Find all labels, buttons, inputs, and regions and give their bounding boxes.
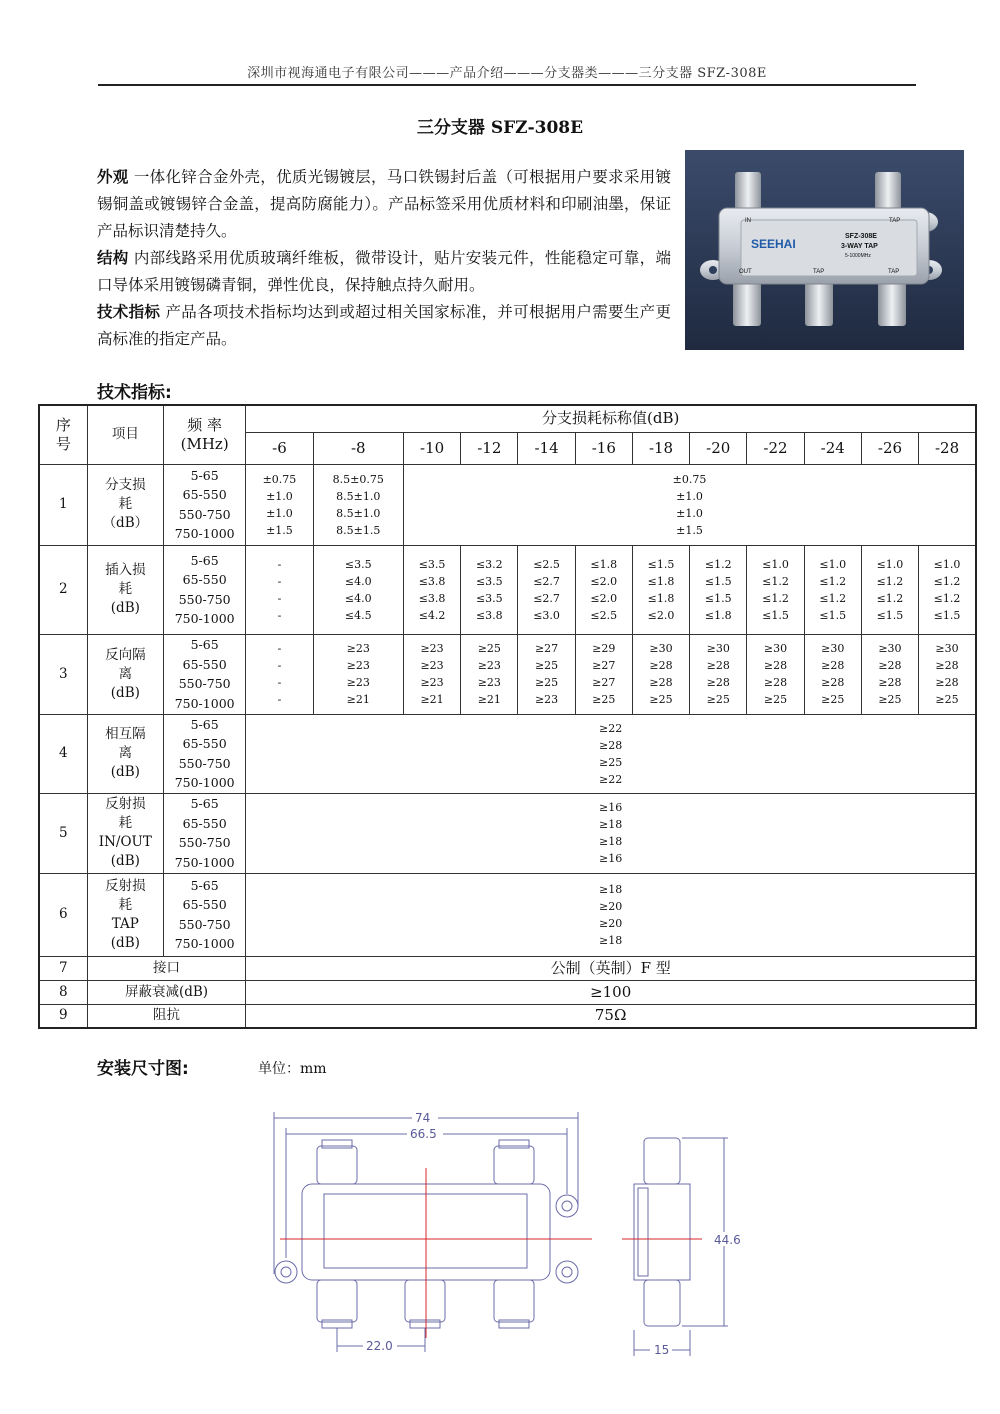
photo-port-tap: TAP bbox=[889, 218, 901, 224]
col-header: -16 bbox=[575, 432, 632, 464]
col-header: -20 bbox=[690, 432, 747, 464]
intro-text bbox=[97, 164, 671, 353]
row-freqs: 5-65 65-550 550-750 750-1000 bbox=[164, 714, 246, 793]
row-freqs: 5-65 65-550 550-750 750-1000 bbox=[164, 464, 246, 545]
value-cell: 8.5±0.75 8.5±1.0 8.5±1.0 8.5±1.5 bbox=[313, 464, 403, 545]
value-cell: ≤1.2 ≤1.5 ≤1.5 ≤1.8 bbox=[690, 545, 747, 634]
value-cell: ≥25 ≥23 ≥23 ≥21 bbox=[461, 634, 518, 714]
row-item: 阻抗 bbox=[87, 1004, 246, 1028]
value-cell-merged: 75Ω bbox=[246, 1004, 976, 1028]
row-no: 5 bbox=[39, 793, 87, 873]
row-item: 反射损 耗 TAP (dB) bbox=[87, 873, 163, 956]
value-cell: ≤2.5 ≤2.7 ≤2.7 ≤3.0 bbox=[518, 545, 575, 634]
intro-label: 结构 bbox=[97, 249, 129, 267]
row-freqs: 5-65 65-550 550-750 750-1000 bbox=[164, 545, 246, 634]
header-divider bbox=[98, 84, 916, 86]
value-cell: ≥30 ≥28 ≥28 ≥25 bbox=[747, 634, 804, 714]
row-freqs: 5-65 65-550 550-750 750-1000 bbox=[164, 873, 246, 956]
col-header: -26 bbox=[861, 432, 918, 464]
col-header: -14 bbox=[518, 432, 575, 464]
dim-spacing: 22.0 bbox=[366, 1339, 393, 1353]
page-title: 三分支器 SFZ-308E bbox=[416, 118, 584, 138]
value-cell: ≥30 ≥28 ≥28 ≥25 bbox=[804, 634, 861, 714]
col-header: -22 bbox=[747, 432, 804, 464]
intro-body: 产品各项技术指标均达到或超过相关国家标准，并可根据用户需要生产更高标准的指定产品。 bbox=[97, 303, 671, 348]
table-row bbox=[39, 714, 976, 793]
value-cell: ≥23 ≥23 ≥23 ≥21 bbox=[313, 634, 403, 714]
value-cell: ≤1.0 ≤1.2 ≤1.2 ≤1.5 bbox=[804, 545, 861, 634]
intro-structure bbox=[97, 245, 671, 299]
photo-brand: SEEHAI bbox=[751, 237, 796, 251]
row-item: 接口 bbox=[87, 956, 246, 980]
value-cell: ≤3.5 ≤4.0 ≤4.0 ≤4.5 bbox=[313, 545, 403, 634]
col-header: -18 bbox=[632, 432, 689, 464]
value-cell: ≥30 ≥28 ≥28 ≥25 bbox=[861, 634, 918, 714]
row-no: 1 bbox=[39, 464, 87, 545]
photo-type: 3-WAY TAP bbox=[841, 243, 878, 250]
install-section-title: 安装尺寸图: bbox=[97, 1059, 189, 1079]
value-cell: ≤3.5 ≤3.8 ≤3.8 ≤4.2 bbox=[403, 545, 460, 634]
value-cell-merged: ≥22 ≥28 ≥25 ≥22 bbox=[246, 714, 976, 793]
header-item: 项目 bbox=[87, 405, 163, 464]
table-row bbox=[39, 873, 976, 956]
value-cell: ≤1.0 ≤1.2 ≤1.2 ≤1.5 bbox=[919, 545, 976, 634]
value-cell-merged: ≥16 ≥18 ≥18 ≥16 bbox=[246, 793, 976, 873]
value-cell: ≥27 ≥25 ≥25 ≥23 bbox=[518, 634, 575, 714]
intro-label: 外观 bbox=[97, 168, 129, 186]
unit-label: 单位：mm bbox=[258, 1061, 327, 1077]
value-cell: ≤1.8 ≤2.0 ≤2.0 ≤2.5 bbox=[575, 545, 632, 634]
row-no: 2 bbox=[39, 545, 87, 634]
intro-appearance bbox=[97, 164, 671, 245]
row-item: 反射损 耗 IN/OUT (dB) bbox=[87, 793, 163, 873]
row-freqs: 5-65 65-550 550-750 750-1000 bbox=[164, 634, 246, 714]
col-header: -8 bbox=[313, 432, 403, 464]
value-cell: ≥30 ≥28 ≥28 ≥25 bbox=[919, 634, 976, 714]
col-header: -24 bbox=[804, 432, 861, 464]
value-cell: ≥30 ≥28 ≥28 ≥25 bbox=[690, 634, 747, 714]
value-cell-merged: ≥18 ≥20 ≥20 ≥18 bbox=[246, 873, 976, 956]
table-row bbox=[39, 545, 976, 634]
header-no: 序 号 bbox=[39, 405, 87, 464]
col-header: -6 bbox=[246, 432, 313, 464]
table-row bbox=[39, 634, 976, 714]
spec-table bbox=[38, 404, 977, 1029]
value-cell: ≥29 ≥27 ≥27 ≥25 bbox=[575, 634, 632, 714]
table-row bbox=[39, 1004, 976, 1028]
row-no: 6 bbox=[39, 873, 87, 956]
value-cell: ≥30 ≥28 ≥28 ≥25 bbox=[632, 634, 689, 714]
dim-total-width: 74 bbox=[415, 1111, 431, 1125]
row-item: 插入损 耗 (dB) bbox=[87, 545, 163, 634]
dim-inner-width: 66.5 bbox=[410, 1127, 437, 1141]
value-cell: - - - - bbox=[246, 545, 313, 634]
row-no: 7 bbox=[39, 956, 87, 980]
row-no: 9 bbox=[39, 1004, 87, 1028]
photo-port-tap: TAP bbox=[888, 269, 900, 275]
page-header: 深圳市视海通电子有限公司———产品介绍———分支器类———三分支器 SFZ-308E bbox=[247, 66, 767, 81]
value-cell: - - - - bbox=[246, 634, 313, 714]
intro-label: 技术指标 bbox=[97, 303, 161, 321]
intro-body: 一体化锌合金外壳，优质光锡镀层，马口铁锡封后盖（可根据用户要求采用镀锡铜盖或镀锡锌合金盖，提高防腐能力）。产品标签采用优质材料和印刷油墨，保证产品标识清楚持久。 bbox=[97, 168, 671, 240]
value-cell-merged: 公制（英制）F 型 bbox=[246, 956, 976, 980]
header-group: 分支损耗标称值(dB) bbox=[246, 405, 976, 432]
header-freq: 频 率 (MHz) bbox=[164, 405, 246, 464]
photo-freq: 5-1000MHz bbox=[845, 253, 871, 259]
intro-specs bbox=[97, 299, 671, 353]
spec-section-title: 技术指标: bbox=[97, 383, 172, 403]
dimension-drawing bbox=[262, 1098, 752, 1368]
table-row bbox=[39, 956, 976, 980]
value-cell: ±0.75 ±1.0 ±1.0 ±1.5 bbox=[246, 464, 313, 545]
photo-port-in: IN bbox=[745, 218, 751, 224]
row-item: 分支损 耗 （dB） bbox=[87, 464, 163, 545]
col-header: -12 bbox=[461, 432, 518, 464]
row-item: 相互隔 离 (dB) bbox=[87, 714, 163, 793]
row-no: 8 bbox=[39, 980, 87, 1004]
dim-height: 44.6 bbox=[714, 1233, 741, 1247]
photo-port-out: OUT bbox=[739, 269, 752, 275]
table-row bbox=[39, 793, 976, 873]
row-freqs: 5-65 65-550 550-750 750-1000 bbox=[164, 793, 246, 873]
value-cell: ≤1.5 ≤1.8 ≤1.8 ≤2.0 bbox=[632, 545, 689, 634]
row-no: 3 bbox=[39, 634, 87, 714]
table-header-row bbox=[39, 405, 976, 432]
value-cell-merged: ≥100 bbox=[246, 980, 976, 1004]
row-item: 屏蔽衰减(dB) bbox=[87, 980, 246, 1004]
photo-port-tap: TAP bbox=[813, 269, 825, 275]
table-row bbox=[39, 464, 976, 545]
value-cell: ≥23 ≥23 ≥23 ≥21 bbox=[403, 634, 460, 714]
product-photo bbox=[685, 150, 964, 350]
dim-depth: 15 bbox=[654, 1343, 670, 1357]
col-header: -28 bbox=[919, 432, 976, 464]
row-item: 反向隔 离 (dB) bbox=[87, 634, 163, 714]
value-cell: ≤3.2 ≤3.5 ≤3.5 ≤3.8 bbox=[461, 545, 518, 634]
intro-body: 内部线路采用优质玻璃纤维板，微带设计，贴片安装元件，性能稳定可靠，端口导体采用镀锡磷青铜，弹性优良，保持触点持久耐用。 bbox=[97, 249, 671, 294]
value-cell: ≤1.0 ≤1.2 ≤1.2 ≤1.5 bbox=[747, 545, 804, 634]
col-header: -10 bbox=[403, 432, 460, 464]
table-row bbox=[39, 980, 976, 1004]
value-cell: ≤1.0 ≤1.2 ≤1.2 ≤1.5 bbox=[861, 545, 918, 634]
row-no: 4 bbox=[39, 714, 87, 793]
value-cell-merged: ±0.75 ±1.0 ±1.0 ±1.5 bbox=[403, 464, 976, 545]
photo-model: SFZ-308E bbox=[845, 233, 877, 240]
